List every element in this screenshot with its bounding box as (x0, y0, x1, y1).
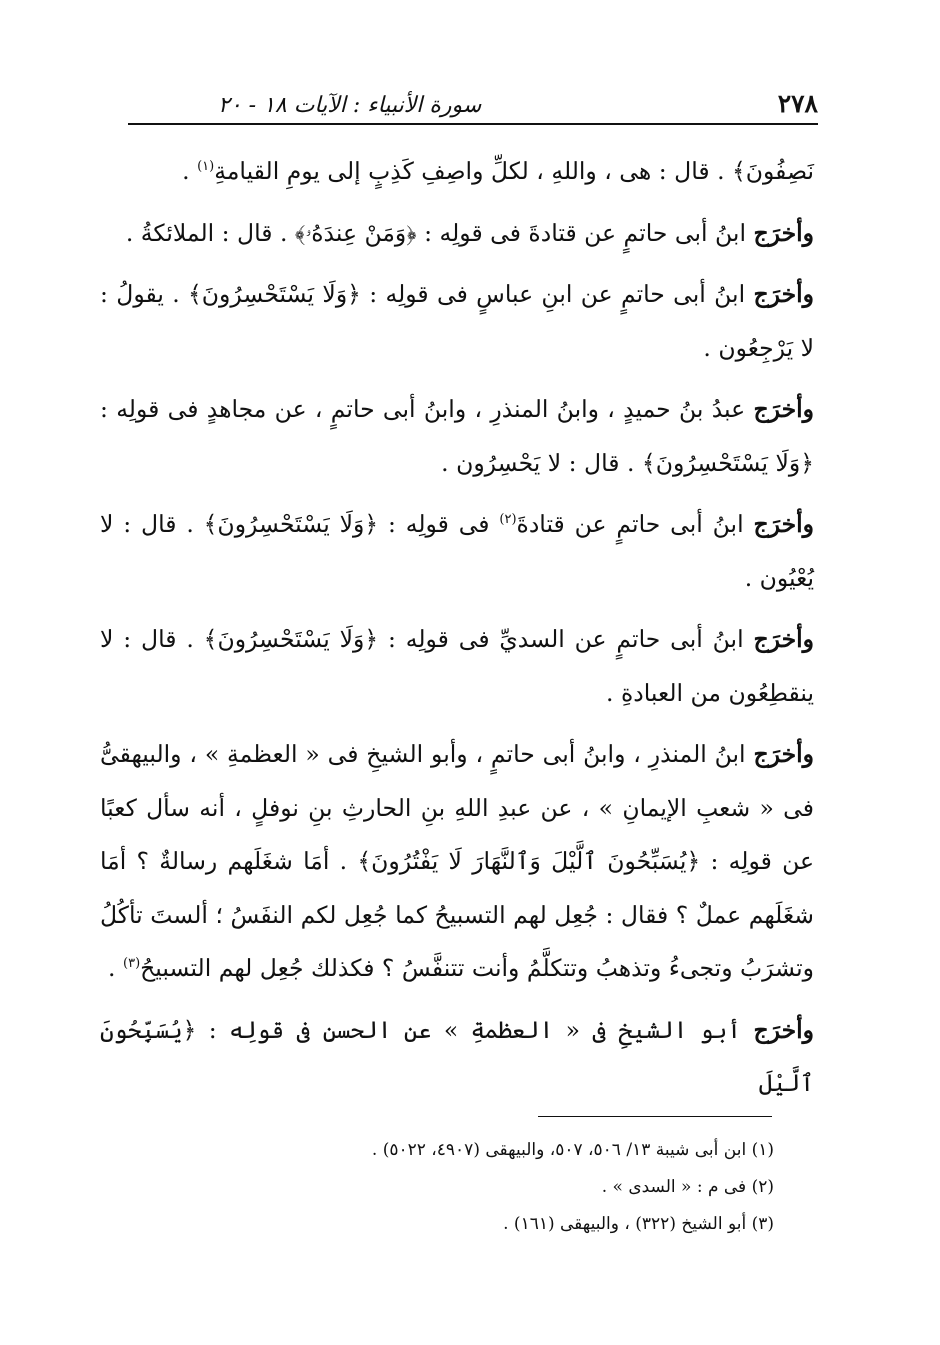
paragraph-text: ابنُ أبى حاتمٍ عن قتادةَ فى قولِه : ﴿وَمَنْ عِندَهُۥ﴾ . قال : الملائكةُ . (125, 218, 754, 247)
paragraph (100, 613, 814, 720)
footnote-rule (538, 1116, 772, 1117)
page-header (128, 72, 818, 118)
page-number: ٢٧٨ (777, 89, 818, 118)
paragraph-text: عبدُ بنُ حميدٍ ، وابنُ المنذرِ ، وابنُ أبى حاتمٍ ، عن مجاهدٍ فى قولِه : ﴿وَلَا يَسْتَحْسِرُونَ﴾ . قال : لا يَحْسِرُون . (100, 395, 814, 477)
paragraph-lead: وأخرَج (753, 510, 814, 538)
footnote-marker[interactable]: (٢) (499, 512, 517, 528)
main-text (100, 145, 814, 1119)
footnote: (٢) فى م : « السدى » . (601, 1177, 774, 1197)
paragraph-text: ابنُ أبى حاتمٍ عن قتادةَ (516, 510, 754, 538)
footnote: (١) ابن أبى شيبة ١٣/ ٥٠٦، ٥٠٧، والبيهقى (٤٩٠٧، ٥٠٢٢) . (371, 1140, 774, 1160)
paragraph-text: ابنُ أبى حاتمٍ عن السديِّ فى قولِه : ﴿وَلَا يَسْتَحْسِرُونَ﴾ . قال : لا ينقطِعُون من العبادةِ . (100, 625, 814, 707)
paragraph-text: ابنُ أبى حاتمٍ عن ابنِ عباسٍ فى قولِه : ﴿وَلَا يَسْتَحْسِرُونَ﴾ . يقولُ : لا يَرْجِعُون . (100, 280, 814, 362)
header-rule (128, 123, 818, 125)
footnote-marker[interactable]: (٣) (123, 956, 141, 972)
paragraph (100, 498, 814, 605)
paragraph-tail: . (182, 157, 198, 185)
paragraph-lead: وأخرَج (753, 1015, 814, 1044)
paragraph-lead: وأخرَج (753, 395, 814, 423)
paragraph (100, 728, 814, 996)
paragraph-tail: فى قولِه : ﴿وَلَا يَسْتَحْسِرُونَ﴾ . قال : لا يُعْيُون . (100, 510, 814, 592)
paragraph-text: ابنُ المنذرِ ، وابنُ أبى حاتمٍ ، وأبو الشيخِ فى « العظمةِ » ، والبيهقىُّ فى « شعبِ الإيمانِ » ، عن عبدِ اللهِ بنِ الحارثِ بنِ نوفلٍ ، أنه سأل كعبًا عن قولِه : ﴿يُسَبِّحُونَ ٱلَّيْلَ وَٱلنَّهَارَ لَا يَفْتُرُونَ﴾ . أمَا شغَلَهم رسالةٌ ؟ أمَا شغَلَهم عملٌ ؟ فقال : جُعِل لهم التسبيحُ كما جُعِل لكم النفَسُ ؛ ألستَ تأكُلُ وتشرَبُ وتجىءُ وتذهبُ وتتكلَّمُ وأنت تتنفَّسُ ؟ فكذلك جُعِل لهم التسبيحُ (100, 740, 814, 982)
paragraph-lead: وأخرَج (753, 740, 814, 768)
paragraph (100, 145, 814, 199)
paragraph-lead: وأخرَج (753, 280, 814, 308)
footnote-marker[interactable]: (١) (197, 159, 215, 175)
paragraph (100, 268, 814, 375)
footnote: (٣) أبو الشيخ (٣٢٢) ، والبيهقى (١٦١) . (503, 1214, 774, 1234)
paragraph (100, 383, 814, 490)
paragraph-lead: وأخرَج (753, 218, 814, 247)
paragraph (100, 1004, 814, 1111)
paragraph-tail: . (108, 954, 123, 982)
paragraph-lead: وأخرَج (753, 625, 814, 653)
running-title: سورة الأنبياء : الآيات ١٨ - ٢٠ (218, 93, 482, 118)
paragraph-text: نَصِفُونَ﴾ . قال : هى ، واللهِ ، لكلِّ واصِفِ كَذِبٍ إلى يومِ القيامةِ (214, 157, 814, 185)
footnotes (200, 1132, 774, 1243)
paragraph-text: أبو الشيخِ فى « العظمةِ » عن الحسنِ فى قولِه : ﴿يُسَبِّحُونَ ٱلَّيْلَ (100, 1015, 814, 1097)
paragraph (100, 207, 814, 261)
